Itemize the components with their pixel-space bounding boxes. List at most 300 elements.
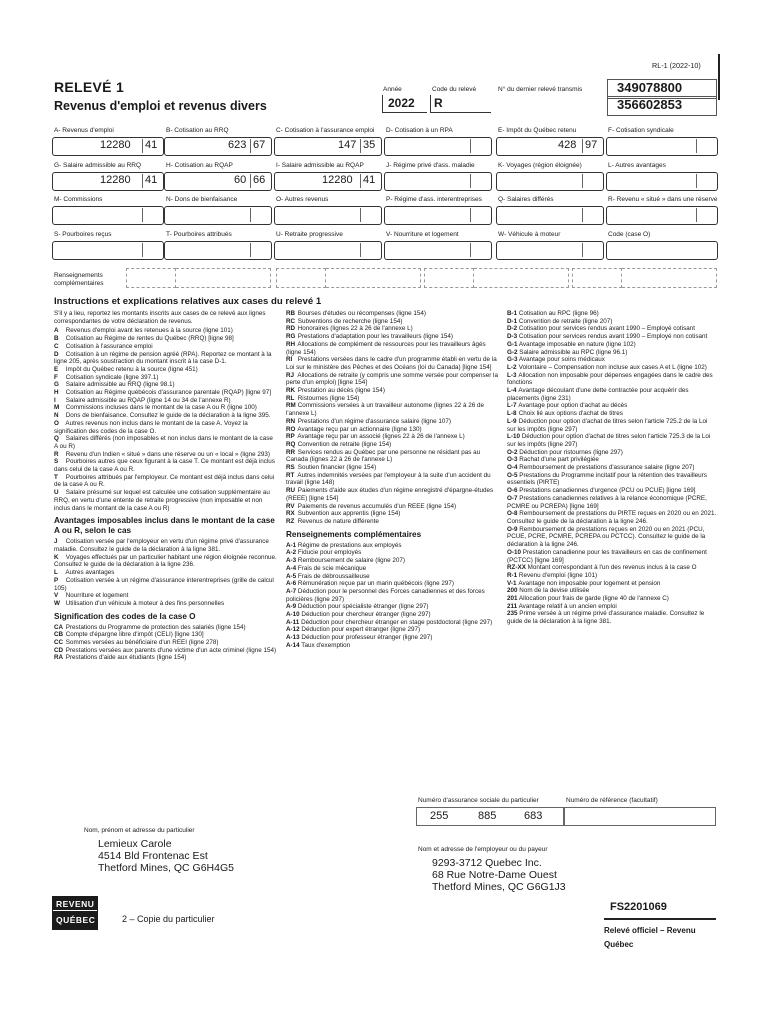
rens-code-text: Revenu d'emploi (ligne 101)	[518, 571, 598, 579]
rens-code-item	[507, 387, 717, 402]
rens-code-item	[507, 610, 717, 625]
case-explanation-text: Autres revenus non inclus dans le montant de la case A. Voyez la signification des codes de la case O.	[54, 419, 248, 435]
instructions-intro: S'il y a lieu, reportez les montants inscrits aux cases de ce relevé aux lignes correspondantes de votre déclaration de revenus.	[54, 310, 266, 325]
case-explanation-text: Cotisation à un régime de pension agréé (RPA). Reportez ce montant à la ligne 205, après soustraction du montant inscrit à la case D-1.	[54, 350, 272, 366]
code-o-text: Subventions de recherche (ligne 154)	[297, 317, 403, 325]
case-explanation-code: H	[54, 389, 59, 397]
rens-code-text: Avantage pour soins médicaux	[518, 356, 605, 364]
rens-code-item	[507, 564, 717, 572]
rens-code-item	[507, 472, 717, 487]
rens-code-text: Volontaire – Compensation non incluse aux cases A et L (ligne 102)	[518, 363, 707, 371]
case-u-box	[274, 241, 382, 260]
case-explanation-code: S	[54, 458, 59, 466]
rens-code-text: Nom de la devise utilisée	[519, 587, 590, 595]
case-explanation-text: Salaire admissible au RQAP (ligne 14 ou 34 de l'annexe R)	[65, 396, 231, 404]
code-o-code: RN	[286, 417, 296, 425]
avantage-code: V	[54, 592, 59, 600]
code-o-code: RM	[286, 402, 296, 410]
code-o-item	[286, 503, 498, 511]
code-o-text: Prestations d'aide aux étudiants (ligne 154)	[65, 654, 187, 662]
avantage-code: P	[54, 576, 59, 584]
rens-code-text: Régime de prestations aux employés	[297, 541, 402, 549]
case-explanation-code: D	[54, 350, 59, 358]
case-g-cents: 41	[145, 174, 158, 186]
avantage-item	[54, 592, 277, 600]
rens-code-code: G-3	[507, 356, 518, 364]
case-t-label: T- Pourboires attribués	[166, 231, 232, 238]
rens-code-text: Remboursement de prestations reçues en 2020 ou en 2021 (PCU, PCUE, PCRE, PCMRE, PCREPA ou PCTCC). Consultez le guide de la déclaration à la ligne 246.	[507, 525, 706, 549]
rens-code-text: Choix lié aux options d'achat de titres	[518, 410, 623, 418]
case-explanation-code: F	[54, 373, 58, 381]
case-u-divider	[360, 243, 361, 257]
case-q-box	[496, 206, 604, 225]
case-explanation-text: Pourboires attribués par l'employeur. Ce montant est déjà inclus dans celui de la case A ou R.	[54, 473, 275, 489]
case-w-divider	[582, 243, 583, 257]
rens-code-code: G-2	[507, 348, 518, 356]
rens-code-code: O-5	[507, 471, 518, 479]
col1-avantages	[54, 538, 277, 607]
rens-code-code: A-1	[286, 541, 297, 549]
case-explanation-code: M	[54, 404, 60, 412]
rens-code-code: A-4	[286, 564, 297, 572]
rens-code-item	[507, 456, 717, 464]
col2-items	[286, 310, 498, 526]
rens-code-item	[507, 464, 717, 472]
rens-code-code: D-1	[507, 317, 518, 325]
rens-code-text: Déduction pour le personnel des Forces canadiennes et des forces policières (ligne 297)	[286, 587, 485, 603]
form-code: RL-1 (2022-10)	[652, 61, 701, 70]
col1-items	[54, 327, 277, 512]
rens-code-text: Déduction pour ristournes (ligne 297)	[519, 448, 623, 456]
code-o-label: Code (case O)	[608, 231, 651, 238]
code-o-item	[286, 449, 498, 464]
rens-code-item	[507, 410, 717, 418]
ref-box	[564, 807, 716, 826]
code-o-item	[286, 487, 498, 502]
case-g-label: G- Salaire admissible au RRQ	[54, 162, 142, 169]
code-o-text: Paiements d'aide aux études d'un régime enregistré d'épargne-études (REEE) [ligne 154]	[286, 487, 494, 502]
avantage-item	[54, 554, 277, 569]
avantage-code: L	[54, 569, 58, 577]
case-explanation-item	[54, 351, 277, 366]
renseignements-label: Renseignements complémentaires	[54, 272, 104, 287]
code-o-item	[286, 433, 498, 441]
case-explanation-item	[54, 381, 277, 389]
fs-underline	[604, 918, 716, 920]
case-explanation-item	[54, 397, 277, 405]
code-o-item	[286, 333, 498, 341]
particulier-label: Nom, prénom et adresse du particulier	[84, 827, 195, 834]
rens-code-item	[286, 542, 498, 550]
case-i-cents: 41	[363, 174, 376, 186]
case-explanation-code: R	[54, 450, 59, 458]
code-o-text: Compte d'épargne libre d'impôt (CELI) [ligne 130]	[65, 631, 204, 639]
rens-code-text: Remboursement de prestations du PIRTE reçues en 2020 ou en 2021. Consultez le guide de la déclaration à la ligne 246.	[507, 510, 717, 525]
rens-code-code: 211	[507, 602, 518, 610]
case-g-value: 12280	[100, 174, 131, 186]
rens-code-text: Prestations canadiennes d'urgence (PCU ou PCUE) [ligne 169]	[519, 487, 696, 495]
case-w-box	[496, 241, 604, 260]
case-r-label: R- Revenu « situé » dans une réserve	[608, 196, 718, 203]
code-o-code: CA	[54, 623, 64, 631]
code-o-item	[286, 441, 498, 449]
rens-code-text: Prestations du Programme incitatif pour la rétention des travailleurs essentiels (PIRTE)	[507, 471, 707, 487]
case-m-divider	[142, 208, 143, 222]
code-o-code: CC	[54, 639, 64, 647]
col3-items	[507, 310, 717, 626]
case-b-cents: 67	[253, 139, 266, 151]
rens-code-code: D-3	[507, 333, 518, 341]
nas-part-3: 683	[524, 810, 543, 822]
code-o-text: Prestations versées aux parents d'une victime d'un acte criminel (ligne 154)	[65, 646, 277, 654]
dernier-label: N° du dernier relevé transmis	[498, 86, 583, 93]
rens-code-item	[507, 495, 717, 510]
code-o-box	[606, 241, 718, 260]
rens-code-text: Montant correspondant à l'un des revenus inclus à la case O	[527, 564, 697, 572]
rens-value-4	[622, 268, 717, 288]
code-o-text: Soutien financier (ligne 154)	[297, 464, 377, 472]
code-o-item	[54, 624, 277, 632]
case-explanation-text: Cotisation syndicale (ligne 397.1)	[65, 373, 159, 381]
code-o-code: RH	[286, 340, 296, 348]
case-g-divider	[142, 174, 143, 188]
rens-code-code: D-2	[507, 325, 518, 333]
rens-code-code: V-1	[507, 579, 517, 587]
case-h-cents: 66	[253, 174, 266, 186]
code-o-text: Commissions versées à un travailleur autonome (lignes 22 à 26 de l'annexe L)	[286, 402, 484, 418]
rens-code-code: L-4	[507, 387, 517, 395]
avantage-text: Voyages effectués par un particulier habitant une région éloignée reconnue. Consultez le guide de la déclaration à la ligne 236.	[54, 553, 277, 569]
code-o-text: Prestations du Programme de protection des salariés (ligne 154)	[65, 623, 246, 631]
rens-code-item	[507, 433, 717, 448]
code-o-item	[286, 372, 498, 387]
code-o-text: Honoraires (lignes 22 à 26 de l'annexe L)	[297, 325, 413, 333]
rens-code-item	[507, 318, 717, 326]
case-n-divider	[250, 208, 251, 222]
case-k-label: K- Voyages (région éloignée)	[498, 162, 582, 169]
case-j-divider	[470, 174, 471, 188]
case-b-value: 623	[228, 139, 247, 151]
rens-code-item	[507, 418, 717, 433]
case-a-label: A- Revenus d'emploi	[54, 127, 114, 134]
code-o-text: Allocations de retraite (y compris une somme versée pour compenser la perte d'un emploi) [ligne 154]	[286, 371, 498, 387]
rens-code-code: 235	[507, 610, 518, 618]
case-q-label: Q- Salaires différés	[498, 196, 554, 203]
case-explanation-text: Pourboires autres que ceux figurant à la case T. Ce montant est déjà inclus dans celui de la case A ou R.	[54, 458, 275, 474]
code-o-item	[286, 395, 498, 403]
case-a-divider	[142, 139, 143, 153]
avantage-text: Autres avantages	[65, 569, 115, 577]
rens-code-item	[286, 626, 498, 634]
avantage-item	[54, 577, 277, 592]
avantage-code: K	[54, 553, 59, 561]
code-o-code: RC	[286, 317, 296, 325]
rens-code-item	[286, 580, 498, 588]
case-p-label: P- Régime d'ass. interentreprises	[386, 196, 482, 203]
rens-code-code: A-6	[286, 580, 297, 588]
code-o-code: RD	[286, 325, 296, 333]
code-o-text: Revenus de nature différente	[297, 517, 379, 525]
case-explanation-item	[54, 420, 277, 435]
code-o-text: Subvention aux apprentis (ligne 154)	[297, 510, 401, 518]
case-l-box	[606, 172, 718, 191]
case-explanation-code: Q	[54, 435, 59, 443]
case-explanation-text: Impôt du Québec retenu à la source (ligne 451)	[65, 365, 198, 373]
avantage-code: J	[54, 538, 58, 546]
num1-value: 349078800	[617, 80, 683, 95]
footer-right-text	[604, 924, 716, 949]
rens-code-item	[286, 619, 498, 627]
case-explanation-item	[54, 489, 277, 512]
case-v-box	[384, 241, 492, 260]
code-o-item	[286, 402, 498, 417]
code-o-code: RS	[286, 464, 295, 472]
avantages-title: Avantages imposables inclus dans le montant de la case A ou R, selon le cas	[54, 516, 275, 536]
code-o-code: RB	[286, 310, 296, 317]
rens-code-item	[507, 310, 717, 318]
avantage-item	[54, 538, 277, 553]
code-label: Code du relevé	[432, 86, 477, 93]
rens-code-item	[507, 510, 717, 525]
instructions-title: Instructions et explications relatives aux cases du relevé 1	[54, 296, 322, 307]
rens-code-text: Déduction pour chercheur étranger (ligne 297)	[301, 611, 431, 619]
case-j-label: J- Régime privé d'ass. maladie	[386, 162, 475, 169]
code-o-code: CD	[54, 646, 64, 654]
rens-code-code: A-14	[286, 641, 300, 649]
rens-code-text: Cotisation au RPC (ligne 96)	[518, 310, 599, 317]
rens-code-text: Avantage découlant d'une dette contractée pour acquérir des placements (ligne 231)	[507, 387, 689, 402]
case-e-label: E- Impôt du Québec retenu	[498, 127, 577, 134]
code-box	[430, 95, 491, 113]
code-o-code: RA	[54, 654, 64, 662]
annee-box	[382, 95, 427, 113]
case-explanation-item	[54, 335, 277, 343]
rens-code-text: Frais de scie mécanique	[297, 564, 367, 572]
code-o-item	[54, 631, 277, 639]
case-j-box	[384, 172, 492, 191]
code-o-text: Bourses d'études ou récompenses (ligne 154)	[297, 310, 427, 317]
code-o-code: RP	[286, 433, 295, 441]
rens-code-code: L-10	[507, 433, 520, 441]
case-w-label: W- Véhicule à moteur	[498, 231, 561, 238]
rens-code-code: O-6	[507, 487, 518, 495]
rens-code-text: Cotisation pour services rendus avant 1990 – Employé cotisant	[518, 325, 695, 333]
code-o-item	[286, 472, 498, 487]
case-e-cents: 97	[585, 139, 598, 151]
code-o-text: Prestation au décès (ligne 154)	[297, 387, 385, 395]
rens-code-text: Avantage imposable en nature (ligne 102)	[518, 340, 636, 348]
revenu-quebec-logo	[52, 896, 98, 930]
particulier-line-3: Thetford Mines, QC G6H4G5	[98, 862, 234, 874]
case-explanation-code: U	[54, 489, 59, 497]
case-r-box	[606, 206, 718, 225]
case-explanation-text: Revenus d'emploi avant les retenues à la source (ligne 101)	[65, 327, 233, 335]
rens-code-item	[286, 588, 498, 603]
code-o-text: Ristournes (ligne 154)	[297, 394, 360, 402]
code-o-text: Allocations de complément de ressources pour les travailleurs âgés (ligne 154)	[286, 340, 486, 356]
rens-code-2	[276, 268, 326, 288]
case-explanation-item	[54, 474, 277, 489]
case-o-divider	[360, 208, 361, 222]
code-o-text: Services rendus au Québec par une personne ne résidant pas au Canada (lignes 22 à 26 de l'annexe L)	[286, 448, 481, 464]
rens-code-text: Déduction pour option d'achat de titres selon l'article 725.2 de la Loi sur les impôts (ligne 297)	[507, 417, 708, 433]
case-v-divider	[470, 243, 471, 257]
rens-code-item	[507, 603, 717, 611]
case-q-divider	[582, 208, 583, 222]
case-explanation-text: Salaire présumé sur lequel est calculée une cotisation supplémentaire au RRQ, en vertu d'une entente de retraite progressive (non imposable et non inclus dans le montant de la case A ou R)	[54, 489, 270, 512]
rens-code-text: Convention de retraite (ligne 207)	[518, 317, 613, 325]
rens-code-code: O-4	[507, 464, 518, 472]
nas-part-1: 255	[430, 810, 449, 822]
code-o-code: RU	[286, 487, 296, 495]
code-o-code: CB	[54, 631, 64, 639]
code-o-text: Avantage reçu par un actionnaire (ligne 130)	[297, 425, 422, 433]
case-o-box	[274, 206, 382, 225]
case-explanation-item	[54, 435, 277, 450]
case-u-label: U- Retraite progressive	[276, 231, 343, 238]
rens-code-code: O-9	[507, 525, 518, 533]
case-explanation-code: T	[54, 473, 58, 481]
form-title: RELEVÉ 1	[54, 79, 125, 95]
rens-code-item	[507, 341, 717, 349]
rens-code-item	[507, 325, 717, 333]
case-l-label: L- Autres avantages	[608, 162, 666, 169]
code-o-item	[286, 356, 498, 371]
code-o-item	[286, 510, 498, 518]
rens-code-item	[286, 557, 498, 565]
rens-code-code: L-8	[507, 410, 517, 418]
rens-code-code: A-10	[286, 611, 300, 619]
case-explanation-code: I	[54, 396, 56, 404]
instructions-column-3	[507, 310, 717, 626]
rens-code-item	[507, 572, 717, 580]
rens-code-code: L-7	[507, 402, 517, 410]
rens-code-4	[572, 268, 622, 288]
case-explanation-text: Revenu d'un Indien « situé » dans une réserve ou un « local » (ligne 293)	[65, 450, 270, 458]
rens-code-text: Rémunération reçue par un marin québécois (ligne 297)	[297, 580, 455, 588]
rens-code-text: Cotisation pour services rendus avant 1990 – Employé non cotisant	[518, 333, 708, 341]
code-o-text: Prestations versées dans le cadre d'un programme établi en vertu de la Loi sur le ministère des Pêches et des Océans (loi du Canada) [ligne 154]	[286, 356, 497, 371]
avantage-item	[54, 600, 277, 608]
rens-code-text: Prime versée à un régime privé d'assurance maladie. Consultez le guide de la déclaration à la ligne 381.	[507, 610, 705, 626]
case-b-label: B- Cotisation au RRQ	[166, 127, 229, 134]
code-o-item	[54, 654, 277, 662]
case-explanation-code: B	[54, 335, 59, 343]
case-f-divider	[696, 139, 697, 153]
ref-label: Numéro de référence (facultatif)	[566, 797, 658, 804]
avantage-text: Cotisation versée à un régime d'assurance interentreprises (grille de calcul 105)	[54, 576, 274, 592]
case-explanation-item	[54, 404, 277, 412]
rens-code-text: Allocation non imposable pour dépenses engagées dans le cadre des fonctions	[507, 371, 713, 387]
case-d-box	[384, 137, 492, 156]
code-o-code: RR	[286, 448, 296, 456]
case-explanation-code: N	[54, 412, 59, 420]
code-o-code: RG	[286, 333, 296, 341]
case-explanation-text: Commissions incluses dans le montant de la case A ou R (ligne 100)	[65, 404, 257, 412]
case-t-box	[164, 241, 272, 260]
rens-code-item	[507, 356, 717, 364]
particulier-line-1: Lemieux Carole	[98, 838, 172, 850]
case-h-divider	[250, 174, 251, 188]
rens-code-code: RZ-XX	[507, 564, 526, 572]
avantage-code: W	[54, 599, 60, 607]
code-o-item	[54, 639, 277, 647]
case-explanation-text: Salaires différés (non imposables et non inclus dans le montant de la case A ou R)	[54, 435, 273, 450]
rens-value-1	[176, 268, 271, 288]
rens-code-text: Frais de débroussailleuse	[297, 572, 370, 580]
case-o-label: O- Autres revenus	[276, 196, 329, 203]
code-o-text: Paiements de revenus accumulés d'un REEE (ligne 154)	[297, 502, 457, 510]
code-o-item	[286, 387, 498, 395]
rens-code-item	[286, 573, 498, 581]
rens-code-code: A-11	[286, 618, 300, 626]
code-o-code: RQ	[286, 440, 296, 448]
rens-code-text: Prestations canadiennes relatives à la relance économique (PCRE, PCMRE ou PCREPA) [ligne 169]	[507, 494, 707, 510]
case-b-divider	[250, 139, 251, 153]
rens-code-text: Déduction pour spécialiste étranger (ligne 297)	[297, 603, 429, 611]
case-explanation-item	[54, 374, 277, 382]
code-o-item	[286, 518, 498, 526]
rens-code-code: A-2	[286, 549, 297, 557]
rens-code-code: A-9	[286, 603, 297, 611]
case-i-label: I- Salaire admissible au RQAP	[276, 162, 364, 169]
employeur-line-1: 9293-3712 Quebec Inc.	[432, 857, 542, 869]
employeur-line-2: 68 Rue Notre-Dame Ouest	[432, 869, 557, 881]
rens-code-item	[507, 349, 717, 357]
rens-code-item	[286, 565, 498, 573]
case-i-value: 12280	[322, 174, 353, 186]
case-explanation-code: G	[54, 381, 59, 389]
code-o-text: Sommes versées au bénéficiaire d'un REEI (ligne 278)	[65, 639, 219, 647]
rens-code-text: Déduction pour chercheur étranger en stage postdoctoral (ligne 297)	[301, 618, 493, 626]
rens-code-item	[507, 549, 717, 564]
particulier-line-2: 4514 Bld Frontenac Est	[98, 850, 208, 862]
rens-title: Renseignements complémentaires	[286, 529, 422, 539]
rens-code-item	[286, 611, 498, 619]
rens-code-text: Prestation canadienne pour les travailleurs en cas de confinement (PCTCC) [ligne 169]	[507, 548, 707, 564]
case-i-divider	[360, 174, 361, 188]
rens-code-item	[507, 372, 717, 387]
rens-code-code: B-1	[507, 310, 518, 317]
rens-code-text: Salaire admissible au RPC (ligne 96.1)	[519, 348, 628, 356]
form-subtitle: Revenus d'emploi et revenus divers	[54, 99, 267, 113]
rens-code-code: G-1	[507, 340, 518, 348]
case-e-value: 428	[558, 139, 577, 151]
num2-value: 356602853	[617, 97, 683, 112]
case-c-divider	[360, 139, 361, 153]
rens-code-code: A-5	[286, 572, 297, 580]
code-o-code: RT	[286, 471, 295, 479]
case-explanation-code: E	[54, 365, 59, 373]
rens-code-code: O-8	[507, 510, 518, 518]
rens-code-item	[286, 634, 498, 642]
rens-code-code: A-3	[286, 557, 297, 565]
code-o-item	[286, 310, 498, 318]
avantage-text: Utilisation d'un véhicule à moteur à des fins personnelles	[65, 599, 225, 607]
code-o-code: RO	[286, 425, 296, 433]
rens-code-text: Déduction pour professeur étranger (ligne 297)	[301, 634, 433, 642]
rens-code-text: Déduction pour expert étranger (ligne 297)	[301, 626, 421, 634]
fs-code: FS2201069	[610, 901, 667, 913]
avantage-item	[54, 569, 277, 577]
rens-code-text: Déduction pour option d'achat de titres selon l'article 725.3 de la Loi sur les impôts (ligne 297)	[507, 433, 711, 448]
avantage-text: Nourriture et logement	[65, 592, 129, 600]
case-s-box	[52, 241, 164, 260]
case-explanation-item	[54, 343, 277, 351]
case-m-label: M- Commissions	[54, 196, 103, 203]
codes-o-title: Signification des codes de la case O	[54, 611, 196, 621]
rens-code-item	[507, 449, 717, 457]
